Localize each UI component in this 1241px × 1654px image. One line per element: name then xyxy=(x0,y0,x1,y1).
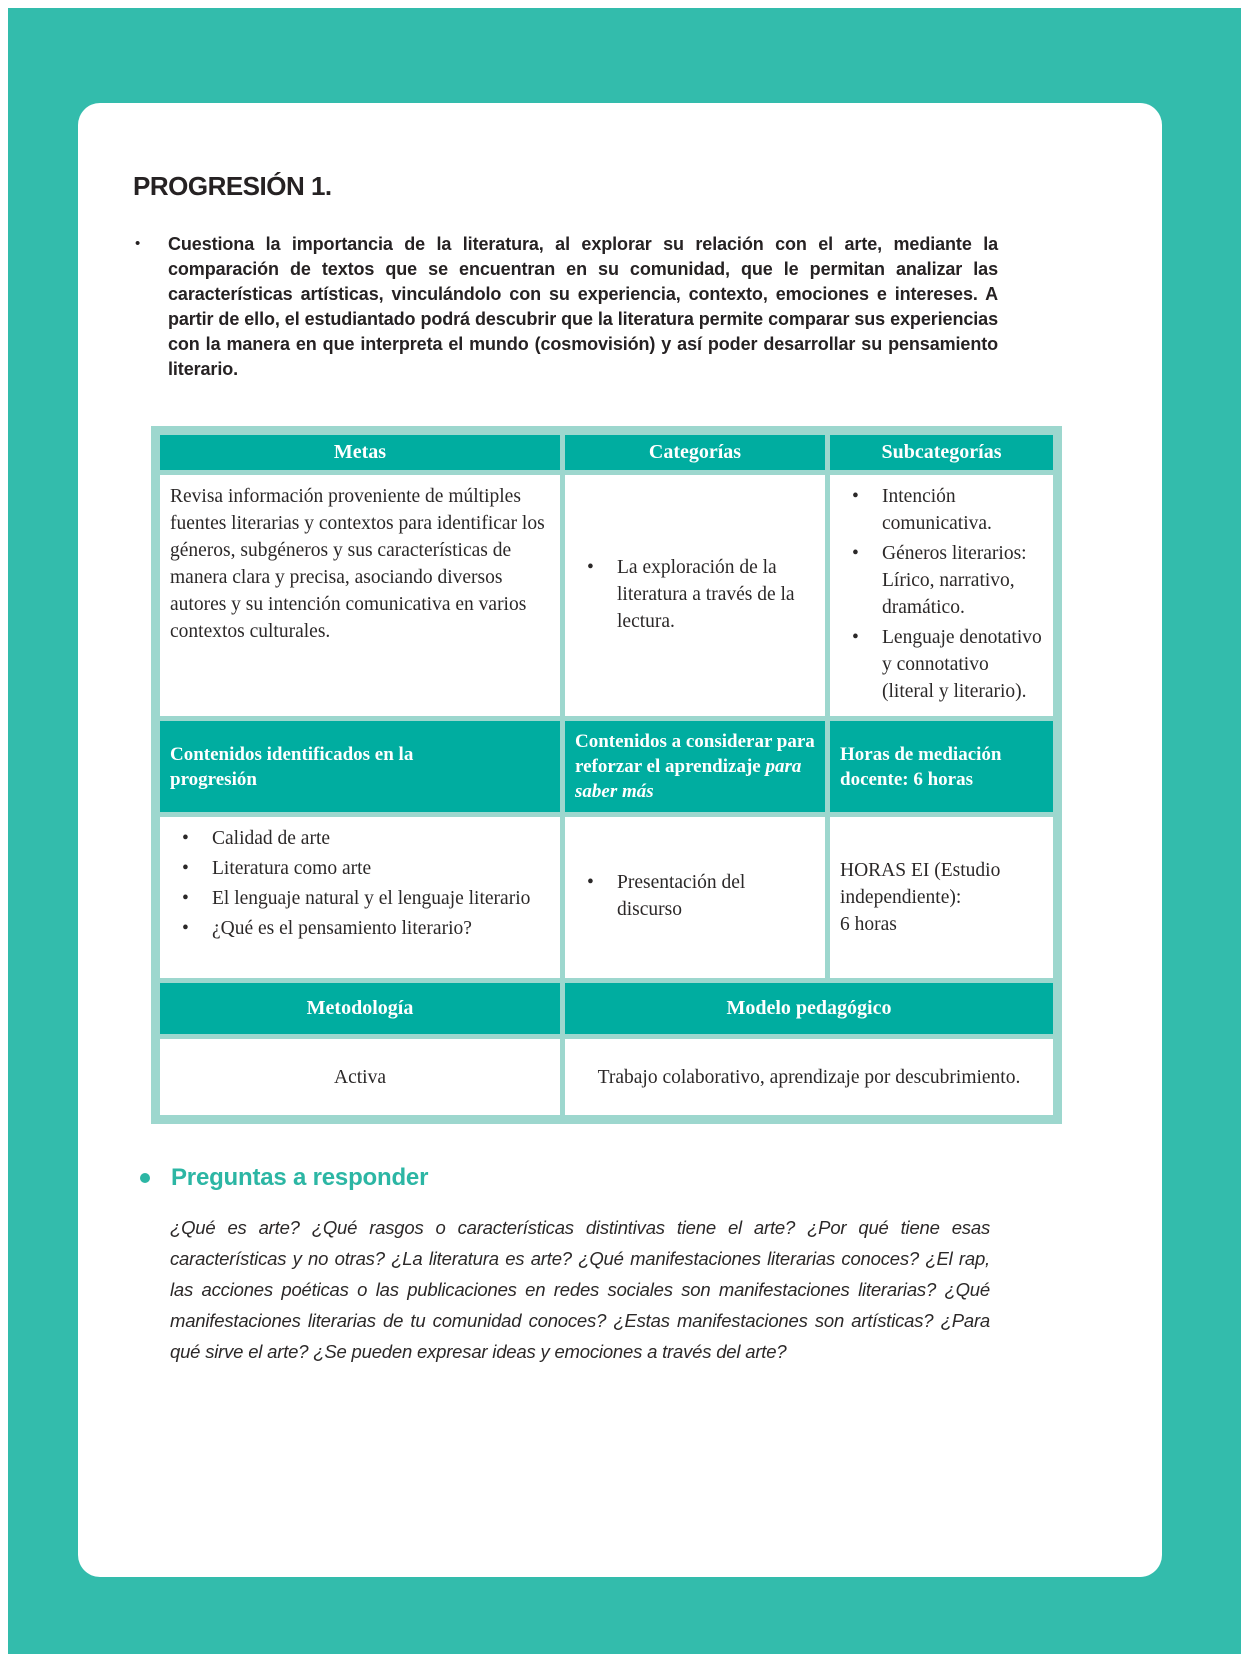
subcategorias-cell xyxy=(830,475,1053,716)
list-item: • ¿Qué es el pensamiento literario? xyxy=(176,915,550,942)
preguntas-paragraph: ¿Qué es arte? ¿Qué rasgos o características distintivas tiene el arte? ¿Por qué tiene esas características y no otras? ¿La literatura es arte? ¿Qué manifestaciones literarias conoces? ¿El rap, las acciones poéticas o las publicaciones en redes sociales son manifestaciones literarias? ¿Qué manifestaciones literarias de tu comunidad conoces? ¿Estas manifestaciones son artísticas? ¿Para qué sirve el arte? ¿Se pueden expresar ideas y emociones a través del arte? xyxy=(170,1217,990,1362)
intro-text: Cuestiona la importancia de la literatura, al explorar su relación con el arte, mediante la comparación de textos que se encuentran en su comunidad, que le permitan analizar las características artísticas, vinculándolo con su experiencia, contexto, emociones e intereses. A partir de ello, el estudiantado podrá descubrir que la literatura permite comparar sus experiencias con la manera en que interpreta el mundo (cosmovisión) y así poder desarrollar su pensamiento literario. xyxy=(168,234,998,379)
progression-table xyxy=(151,426,1062,1124)
metodologia-value-cell: Activa xyxy=(160,1039,560,1115)
document-card xyxy=(78,103,1162,1577)
list-item: • Intención comunicativa. xyxy=(846,483,1043,537)
header-metas: Metas xyxy=(160,435,560,470)
header-considerar-italic: para saber más xyxy=(575,756,802,802)
table-header-row-3 xyxy=(160,983,1053,1034)
header-subcategorias: Subcategorías xyxy=(830,435,1053,470)
horas-line-2: 6 horas xyxy=(840,914,897,935)
preguntas-heading: Preguntas a responder xyxy=(171,1164,429,1191)
bullet-dot-icon xyxy=(140,1173,150,1183)
categorias-list xyxy=(575,554,815,635)
contenidos-list xyxy=(170,825,550,942)
header-modelo-pedagogico: Modelo pedagógico xyxy=(565,983,1053,1034)
modelo-value-cell xyxy=(565,1039,1053,1115)
header-contenidos-considerar xyxy=(565,721,825,812)
table-body-row-2 xyxy=(160,817,1053,978)
table-header-row-1 xyxy=(160,435,1053,470)
preguntas-heading-row xyxy=(140,1164,1162,1192)
metas-text: Revisa información proveniente de múltiples fuentes literarias y contextos para identificar los géneros, subgéneros y sus características de manera clara y precisa, asociando diversos autores y su intención comunicativa en varios contextos culturales. xyxy=(170,486,545,642)
contenidos-cell xyxy=(160,817,560,978)
list-item: • La exploración de la literatura a través de la lectura. xyxy=(581,554,815,635)
header-categorias: Categorías xyxy=(565,435,825,470)
table-body-row-1 xyxy=(160,475,1053,716)
categorias-cell xyxy=(565,475,825,716)
subcategorias-list xyxy=(840,483,1043,705)
table-header-row-2 xyxy=(160,721,1053,812)
horas-cell xyxy=(830,817,1053,978)
list-item: • Calidad de arte xyxy=(176,825,550,852)
list-item: • Literatura como arte xyxy=(176,855,550,882)
intro-bullet-paragraph xyxy=(135,232,998,382)
metas-cell xyxy=(160,475,560,716)
table-body-row-3 xyxy=(160,1039,1053,1115)
considerar-cell xyxy=(565,817,825,978)
list-item: • Lenguaje denotativo y connotativo (literal y literario). xyxy=(846,624,1043,705)
list-item: • Presentación del discurso xyxy=(581,869,815,923)
page-title: PROGRESIÓN 1. xyxy=(133,171,332,201)
header-horas-mediacion: Horas de mediación docente: 6 horas xyxy=(830,721,1053,812)
header-metodologia: Metodología xyxy=(160,983,560,1034)
bullet-marker: • xyxy=(135,235,141,252)
modelo-value-text: Trabajo colaborativo, aprendizaje por descubrimiento. xyxy=(597,1066,1021,1088)
header-contenidos-text: Contenidos identificados en la progresión xyxy=(170,743,414,790)
list-item: • Géneros literarios: Lírico, narrativo, dramático. xyxy=(846,540,1043,621)
header-considerar-main: Contenidos a considerar para reforzar el aprendizaje xyxy=(575,731,815,777)
header-contenidos-identificados xyxy=(160,721,560,812)
horas-line-1: HORAS EI (Estudio independiente): xyxy=(840,860,1001,908)
considerar-list xyxy=(575,869,815,923)
list-item: • El lenguaje natural y el lenguaje literario xyxy=(176,885,550,912)
